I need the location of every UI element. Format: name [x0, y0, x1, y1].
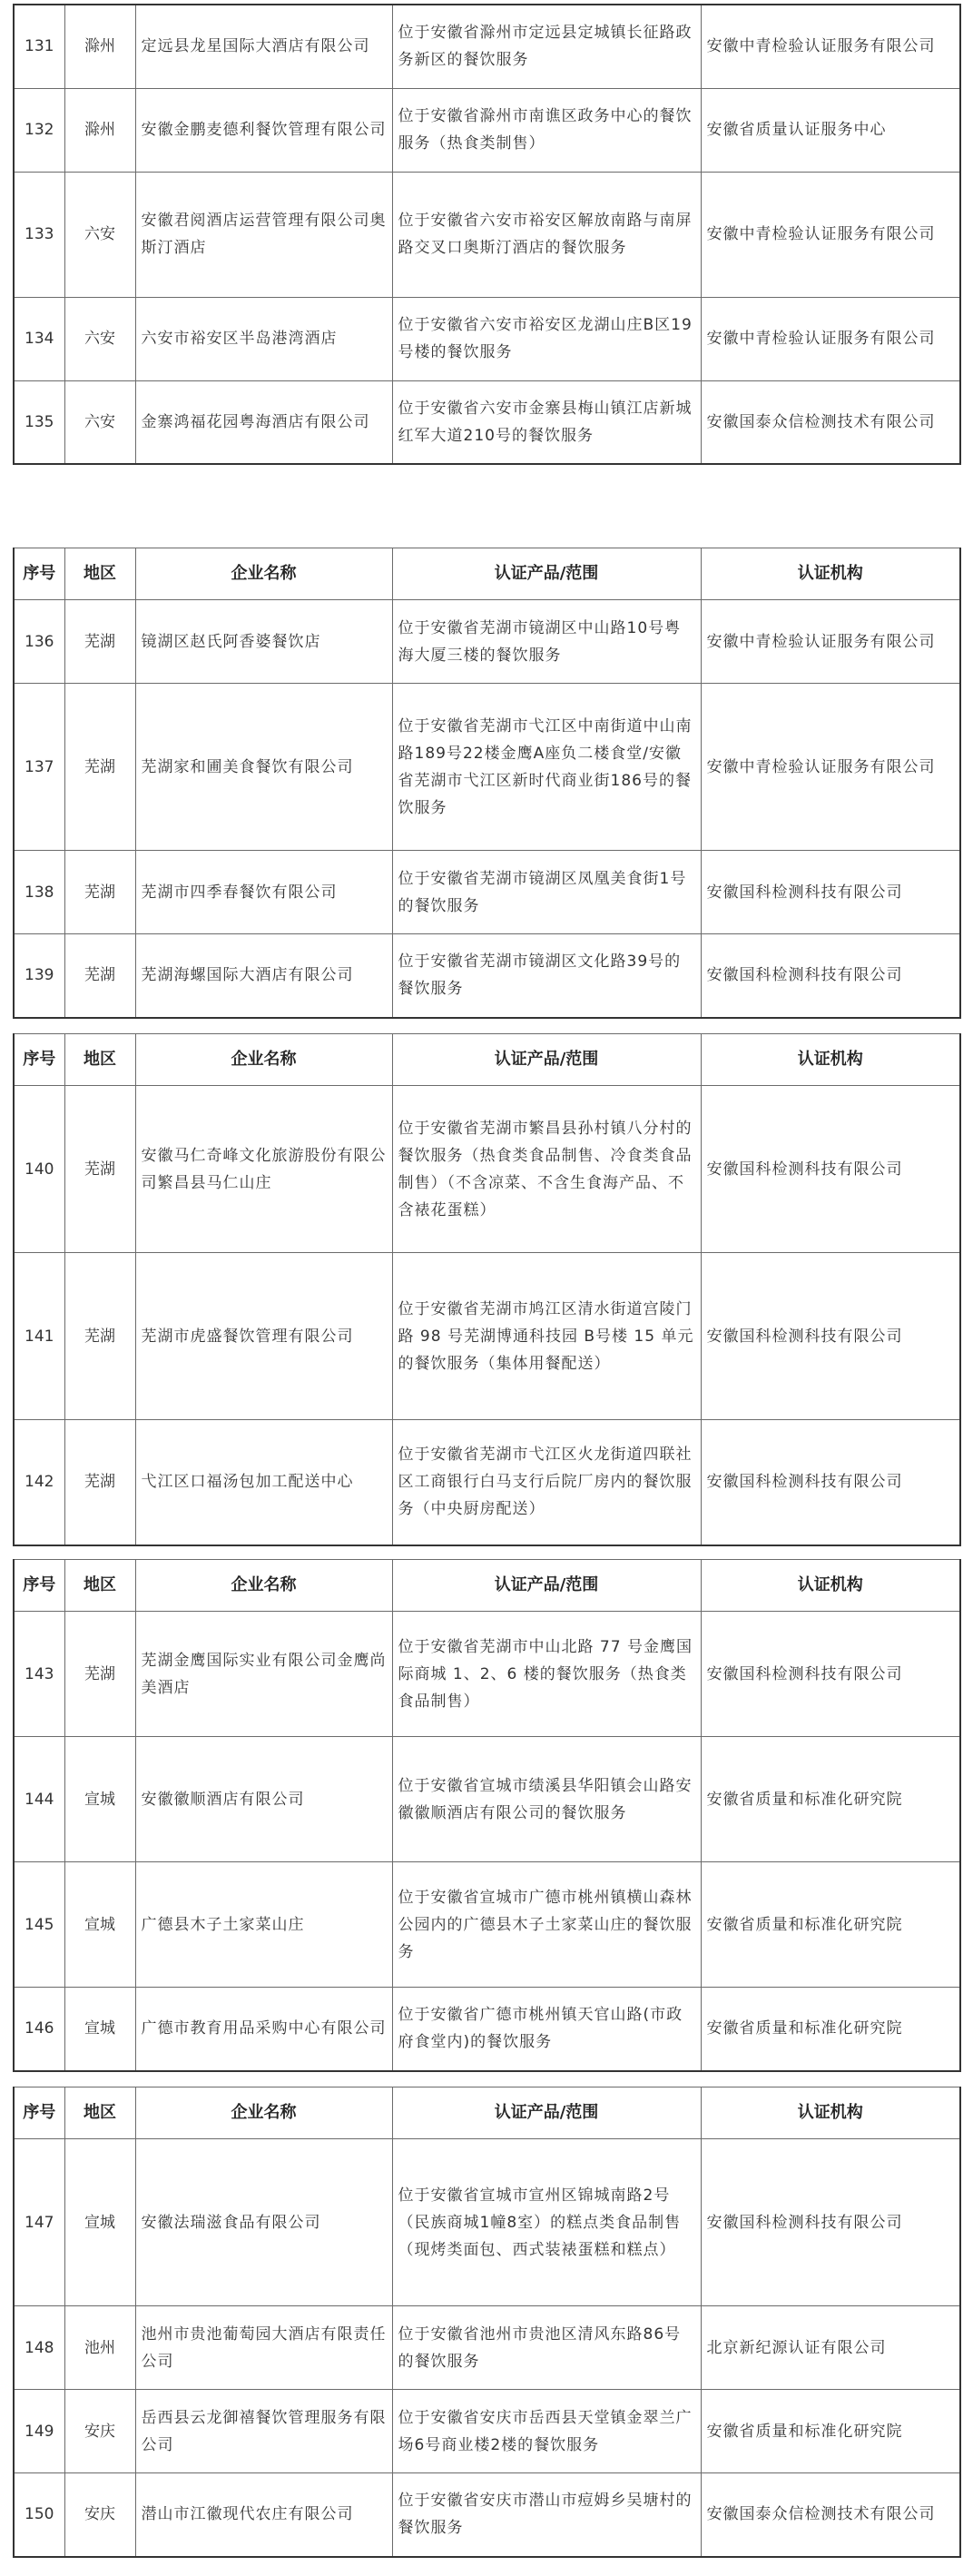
certified-scope: 位于安徽省滁州市定远县定城镇长征路政务新区的餐饮服务	[392, 5, 701, 88]
serial-number: 140	[14, 1086, 64, 1253]
table-header-row	[14, 2087, 960, 2139]
table-row	[14, 2139, 960, 2306]
certified-scope: 位于安徽省安庆市潜山市痘姆乡吴塘村的餐饮服务	[392, 2473, 701, 2557]
header-region: 地区	[64, 1034, 135, 1086]
region: 六安	[64, 172, 135, 297]
serial-number: 135	[14, 380, 64, 464]
certified-scope: 位于安徽省芜湖市繁昌县孙村镇八分村的餐饮服务（热食类食品制售、冷食类食品制售）（不含凉菜、不含生食海产品、不含裱花蛋糕）	[392, 1086, 701, 1253]
certified-scope: 位于安徽省芜湖市镜湖区凤凰美食街1号的餐饮服务	[392, 851, 701, 934]
region: 滁州	[64, 5, 135, 88]
table-row	[14, 1988, 960, 2071]
serial-number: 138	[14, 851, 64, 934]
company-name: 广德市教育用品采购中心有限公司	[135, 1988, 392, 2071]
company-name: 芜湖金鹰国际实业有限公司金鹰尚美酒店	[135, 1612, 392, 1737]
table-row	[14, 172, 960, 297]
company-name: 池州市贵池葡萄园大酒店有限责任公司	[135, 2306, 392, 2390]
table-row	[14, 1253, 960, 1420]
table-row	[14, 1862, 960, 1988]
company-name: 安徽马仁奇峰文化旅游股份有限公司繁昌县马仁山庄	[135, 1086, 392, 1253]
company-name: 六安市裕安区半岛港湾酒店	[135, 297, 392, 380]
serial-number: 133	[14, 172, 64, 297]
certification-body: 安徽中青检验认证服务有限公司	[701, 600, 960, 684]
header-company-name: 企业名称	[135, 2087, 392, 2139]
certified-scope: 位于安徽省六安市金寨县梅山镇江店新城红军大道210号的餐饮服务	[392, 380, 701, 464]
table-row	[14, 684, 960, 851]
certification-table-section	[13, 1033, 961, 1546]
certification-body: 安徽省质量和标准化研究院	[701, 1988, 960, 2071]
region: 滁州	[64, 88, 135, 172]
region: 六安	[64, 297, 135, 380]
company-name: 定远县龙星国际大酒店有限公司	[135, 5, 392, 88]
certification-body: 安徽国科检测科技有限公司	[701, 934, 960, 1018]
certification-body: 安徽国科检测科技有限公司	[701, 1253, 960, 1420]
certified-scope: 位于安徽省芜湖市镜湖区中山路10号粤海大厦三楼的餐饮服务	[392, 600, 701, 684]
region: 池州	[64, 2306, 135, 2390]
region: 芜湖	[64, 1086, 135, 1253]
serial-number: 144	[14, 1737, 64, 1862]
company-name: 弋江区口福汤包加工配送中心	[135, 1420, 392, 1545]
company-name: 安徽君阅酒店运营管理有限公司奥斯汀酒店	[135, 172, 392, 297]
header-certified-scope: 认证产品/范围	[392, 1034, 701, 1086]
company-name: 芜湖市四季春餐饮有限公司	[135, 851, 392, 934]
certification-table-section	[13, 2087, 961, 2558]
region: 芜湖	[64, 1420, 135, 1545]
company-name: 安徽法瑞滋食品有限公司	[135, 2139, 392, 2306]
serial-number: 148	[14, 2306, 64, 2390]
header-serial-number: 序号	[14, 548, 64, 600]
table-row	[14, 1086, 960, 1253]
header-serial-number: 序号	[14, 1034, 64, 1086]
region: 宣城	[64, 1862, 135, 1988]
serial-number: 134	[14, 297, 64, 380]
header-certified-scope: 认证产品/范围	[392, 2087, 701, 2139]
company-name: 广德县木子土家菜山庄	[135, 1862, 392, 1988]
header-certification-body: 认证机构	[701, 548, 960, 600]
company-name: 岳西县云龙御禧餐饮管理服务有限公司	[135, 2390, 392, 2473]
header-region: 地区	[64, 1560, 135, 1612]
certified-scope: 位于安徽省宣城市广德市桃州镇横山森林公园内的广德县木子土家菜山庄的餐饮服务	[392, 1862, 701, 1988]
serial-number: 149	[14, 2390, 64, 2473]
table-row	[14, 1737, 960, 1862]
certified-scope: 位于安徽省芜湖市弋江区火龙街道四联社区工商银行白马支行后院厂房内的餐饮服务（中央厨房配送）	[392, 1420, 701, 1545]
region: 六安	[64, 380, 135, 464]
certified-scope: 位于安徽省安庆市岳西县天堂镇金翠兰广场6号商业楼2楼的餐饮服务	[392, 2390, 701, 2473]
company-name: 芜湖家和圃美食餐饮有限公司	[135, 684, 392, 851]
serial-number: 141	[14, 1253, 64, 1420]
header-company-name: 企业名称	[135, 548, 392, 600]
certification-body: 安徽国科检测科技有限公司	[701, 851, 960, 934]
region: 宣城	[64, 1988, 135, 2071]
table-row	[14, 1420, 960, 1545]
header-company-name: 企业名称	[135, 1560, 392, 1612]
header-serial-number: 序号	[14, 1560, 64, 1612]
header-certified-scope: 认证产品/范围	[392, 548, 701, 600]
header-certified-scope: 认证产品/范围	[392, 1560, 701, 1612]
certification-body: 安徽中青检验认证服务有限公司	[701, 172, 960, 297]
certified-scope: 位于安徽省宣城市宣州区锦城南路2号（民族商城1幢8室）的糕点类食品制售（现烤类面包、西式装裱蛋糕和糕点）	[392, 2139, 701, 2306]
table-row	[14, 2390, 960, 2473]
company-name: 芜湖市虎盛餐饮管理有限公司	[135, 1253, 392, 1420]
certification-body: 安徽省质量认证服务中心	[701, 88, 960, 172]
table-row	[14, 88, 960, 172]
region: 芜湖	[64, 684, 135, 851]
region: 芜湖	[64, 851, 135, 934]
serial-number: 132	[14, 88, 64, 172]
region: 宣城	[64, 1737, 135, 1862]
table-row	[14, 5, 960, 88]
certification-body: 安徽省质量和标准化研究院	[701, 1862, 960, 1988]
table-row	[14, 1612, 960, 1737]
certification-table-section	[13, 548, 961, 1019]
certified-scope: 位于安徽省芜湖市镜湖区文化路39号的餐饮服务	[392, 934, 701, 1018]
table-header-row	[14, 1034, 960, 1086]
table-header-row	[14, 1560, 960, 1612]
serial-number: 150	[14, 2473, 64, 2557]
certified-scope: 位于安徽省宣城市绩溪县华阳镇会山路安徽徽顺酒店有限公司的餐饮服务	[392, 1737, 701, 1862]
certification-body: 安徽省质量和标准化研究院	[701, 1737, 960, 1862]
company-name: 安徽金鹏麦德利餐饮管理有限公司	[135, 88, 392, 172]
header-certification-body: 认证机构	[701, 2087, 960, 2139]
serial-number: 142	[14, 1420, 64, 1545]
table-header-row	[14, 548, 960, 600]
header-region: 地区	[64, 548, 135, 600]
header-serial-number: 序号	[14, 2087, 64, 2139]
region: 芜湖	[64, 600, 135, 684]
certification-body: 安徽国科检测科技有限公司	[701, 1086, 960, 1253]
serial-number: 136	[14, 600, 64, 684]
company-name: 安徽徽顺酒店有限公司	[135, 1737, 392, 1862]
table-row	[14, 2306, 960, 2390]
company-name: 镜湖区赵氏阿香婆餐饮店	[135, 600, 392, 684]
certification-body: 安徽国科检测科技有限公司	[701, 1612, 960, 1737]
table-row	[14, 934, 960, 1018]
certification-table-section	[13, 4, 961, 465]
certification-body: 安徽国科检测科技有限公司	[701, 1420, 960, 1545]
serial-number: 139	[14, 934, 64, 1018]
certified-scope: 位于安徽省六安市裕安区解放南路与南屏路交叉口奥斯汀酒店的餐饮服务	[392, 172, 701, 297]
serial-number: 147	[14, 2139, 64, 2306]
certification-table-section	[13, 1559, 961, 2072]
certification-body: 安徽中青检验认证服务有限公司	[701, 297, 960, 380]
header-company-name: 企业名称	[135, 1034, 392, 1086]
certified-scope: 位于安徽省广德市桃州镇天官山路(市政府食堂内)的餐饮服务	[392, 1988, 701, 2071]
certification-body: 安徽中青检验认证服务有限公司	[701, 5, 960, 88]
certification-body: 北京新纪源认证有限公司	[701, 2306, 960, 2390]
table-row	[14, 2473, 960, 2557]
certified-scope: 位于安徽省池州市贵池区清风东路86号的餐饮服务	[392, 2306, 701, 2390]
region: 安庆	[64, 2390, 135, 2473]
certification-body: 安徽国泰众信检测技术有限公司	[701, 380, 960, 464]
company-name: 潜山市江徽现代农庄有限公司	[135, 2473, 392, 2557]
header-region: 地区	[64, 2087, 135, 2139]
certification-body: 安徽省质量和标准化研究院	[701, 2390, 960, 2473]
serial-number: 143	[14, 1612, 64, 1737]
region: 芜湖	[64, 1253, 135, 1420]
certification-body: 安徽中青检验认证服务有限公司	[701, 684, 960, 851]
certification-body: 安徽国科检测科技有限公司	[701, 2139, 960, 2306]
region: 芜湖	[64, 934, 135, 1018]
header-certification-body: 认证机构	[701, 1034, 960, 1086]
serial-number: 145	[14, 1862, 64, 1988]
region: 芜湖	[64, 1612, 135, 1737]
certified-scope: 位于安徽省芜湖市弋江区中南街道中山南路189号22楼金鹰A座负二楼食堂/安徽省芜湖市弋江区新时代商业街186号的餐饮服务	[392, 684, 701, 851]
certified-scope: 位于安徽省芜湖市中山北路 77 号金鹰国际商城 1、2、6 楼的餐饮服务（热食类食品制售）	[392, 1612, 701, 1737]
region: 宣城	[64, 2139, 135, 2306]
table-row	[14, 851, 960, 934]
certified-scope: 位于安徽省芜湖市鸠江区清水街道宫陵门路 98 号芜湖博通科技园 B号楼 15 单元的餐饮服务（集体用餐配送）	[392, 1253, 701, 1420]
certified-scope: 位于安徽省滁州市南谯区政务中心的餐饮服务（热食类制售）	[392, 88, 701, 172]
table-row	[14, 380, 960, 464]
company-name: 芜湖海螺国际大酒店有限公司	[135, 934, 392, 1018]
serial-number: 137	[14, 684, 64, 851]
certified-scope: 位于安徽省六安市裕安区龙湖山庄B区19号楼的餐饮服务	[392, 297, 701, 380]
certification-body: 安徽国泰众信检测技术有限公司	[701, 2473, 960, 2557]
region: 安庆	[64, 2473, 135, 2557]
serial-number: 131	[14, 5, 64, 88]
table-row	[14, 600, 960, 684]
table-row	[14, 297, 960, 380]
company-name: 金寨鸿福花园粤海酒店有限公司	[135, 380, 392, 464]
serial-number: 146	[14, 1988, 64, 2071]
header-certification-body: 认证机构	[701, 1560, 960, 1612]
